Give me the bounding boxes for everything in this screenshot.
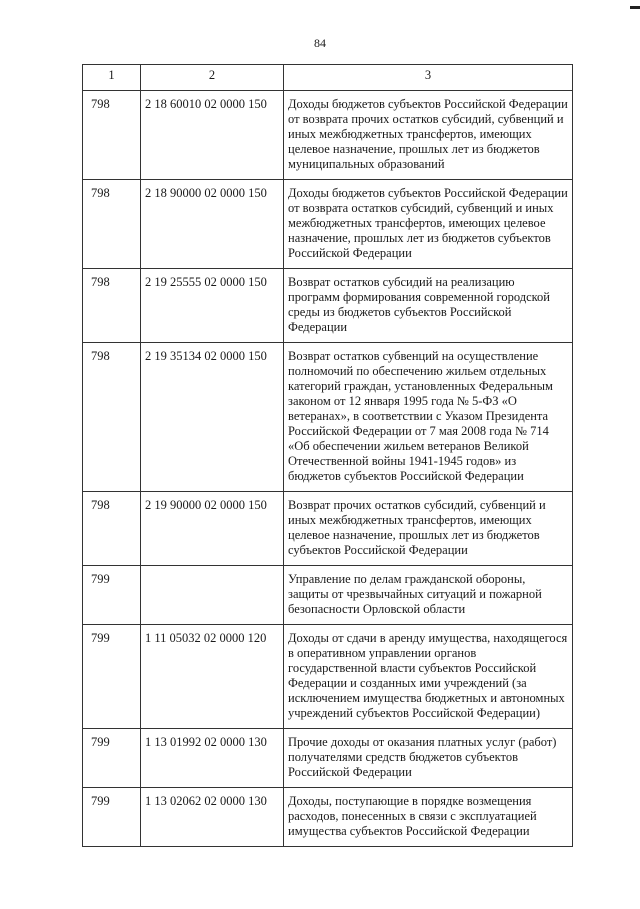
table-row [83,492,573,566]
table-row [83,566,573,625]
table-row [83,180,573,269]
table-row [83,729,573,788]
corner-mark [630,6,640,9]
revenue-name-cell: Прочие доходы от оказания платных услуг (работ) получателями средств бюджетов субъектов Российской Федерации [284,729,573,788]
revenue-name-cell: Доходы от сдачи в аренду имущества, находящегося в оперативном управлении органов государственной власти субъектов Российской Федерации и созданных ими учреждений (за исключением имущества бюджетных и автономных учреждений субъектов Российской Федерации) [284,625,573,729]
table-row [83,91,573,180]
admin-code-cell: 799 [83,788,141,847]
admin-code-cell: 799 [83,566,141,625]
revenue-name-cell: Возврат остатков субвенций на осуществление полномочий по обеспечению жильем отдельных категорий граждан, установленных Федеральным законом от 12 января 1995 года № 5-ФЗ «О ветеранах», в соответствии с Указом Президента Российской Федерации от 7 мая 2008 года № 714 «Об обеспечении жильем ветеранов Великой Отечественной войны 1941-1945 годов» из бюджетов субъектов Российской Федерации [284,343,573,492]
revenue-code-cell: 2 19 35134 02 0000 150 [141,343,284,492]
table-row [83,788,573,847]
revenue-name-cell: Возврат прочих остатков субсидий, субвенций и иных межбюджетных трансфертов, имеющих целевое назначение, прошлых лет из бюджетов субъектов Российской Федерации [284,492,573,566]
revenue-code-cell: 1 11 05032 02 0000 120 [141,625,284,729]
table-row [83,269,573,343]
table-header-row [83,65,573,91]
revenue-name-cell: Доходы бюджетов субъектов Российской Федерации от возврата остатков субсидий, субвенций и иных межбюджетных трансфертов, имеющих целевое назначение, прошлых лет из бюджетов субъектов Российской Федерации [284,180,573,269]
revenue-name-cell: Возврат остатков субсидий на реализацию программ формирования современной городской среды из бюджетов субъектов Российской Федерации [284,269,573,343]
revenue-code-cell: 2 19 90000 02 0000 150 [141,492,284,566]
revenue-code-cell: 1 13 02062 02 0000 130 [141,788,284,847]
revenue-code-cell: 2 19 25555 02 0000 150 [141,269,284,343]
table-row [83,343,573,492]
revenue-code-cell [141,566,284,625]
header-col-1: 1 [83,65,141,91]
page-number: 84 [314,36,326,50]
admin-code-cell: 799 [83,625,141,729]
table-row [83,625,573,729]
admin-code-cell: 798 [83,343,141,492]
revenue-name-cell: Доходы бюджетов субъектов Российской Федерации от возврата прочих остатков субсидий, субвенций и иных межбюджетных трансфертов, имеющих целевое назначение, прошлых лет из бюджетов муниципальных образований [284,91,573,180]
revenue-name-cell: Управление по делам гражданской обороны, защиты от чрезвычайных ситуаций и пожарной безопасности Орловской области [284,566,573,625]
budget-classification-table [82,64,573,847]
header-col-2: 2 [141,65,284,91]
header-col-3: 3 [284,65,573,91]
revenue-name-cell: Доходы, поступающие в порядке возмещения расходов, понесенных в связи с эксплуатацией имущества субъектов Российской Федерации [284,788,573,847]
revenue-code-cell: 1 13 01992 02 0000 130 [141,729,284,788]
revenue-code-cell: 2 18 60010 02 0000 150 [141,91,284,180]
admin-code-cell: 798 [83,180,141,269]
admin-code-cell: 798 [83,91,141,180]
revenue-code-cell: 2 18 90000 02 0000 150 [141,180,284,269]
admin-code-cell: 798 [83,492,141,566]
admin-code-cell: 799 [83,729,141,788]
admin-code-cell: 798 [83,269,141,343]
